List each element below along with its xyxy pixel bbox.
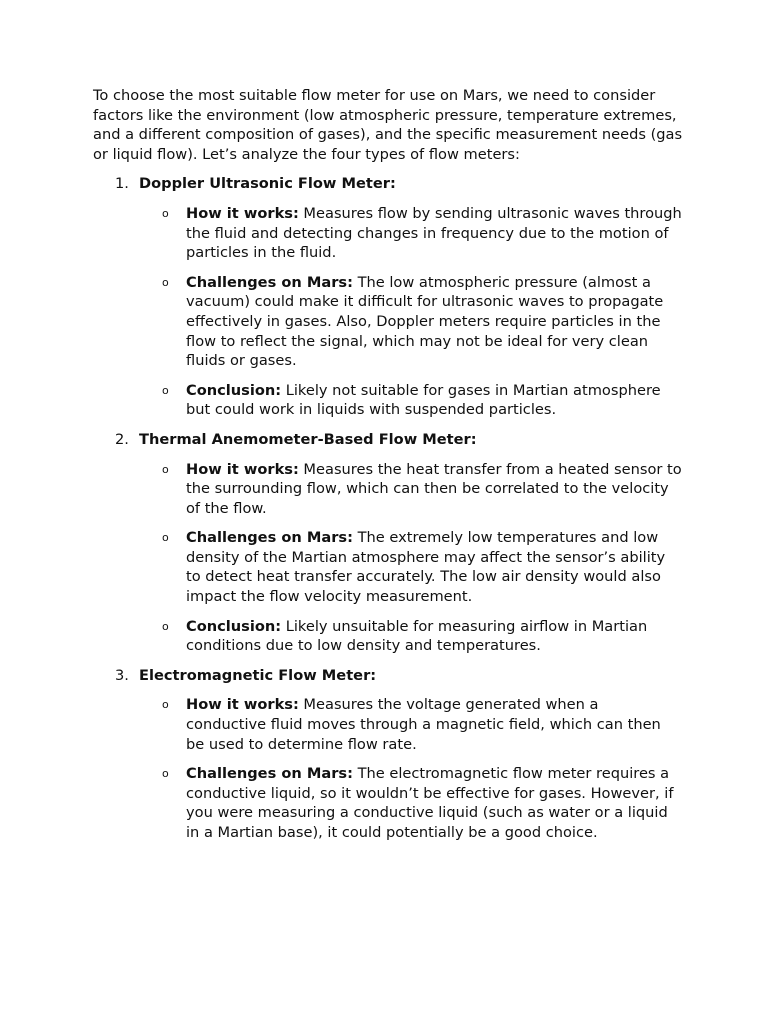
bullet-circle-icon: o (162, 767, 169, 781)
bullet-list (93, 204, 683, 420)
flow-meter-section-1 (93, 174, 683, 420)
bullet-text: Measures the voltage generated when a conductive fluid moves through a magnetic field, which can then be used to determine flow rate. (186, 696, 661, 753)
section-title: Electromagnetic Flow Meter: (139, 666, 377, 684)
bullet-item (93, 381, 683, 420)
bullet-label: Conclusion: (186, 617, 282, 635)
flow-meter-section-3 (93, 666, 683, 843)
bullet-text: Measures the heat transfer from a heated sensor to the surrounding flow, which can then be correlated to the velocity of the flow. (186, 460, 682, 517)
bullet-item (93, 764, 683, 842)
bullet-text: Likely not suitable for gases in Martian atmosphere but could work in liquids with suspended particles. (186, 381, 661, 419)
bullet-label: Challenges on Mars: (186, 765, 353, 783)
bullet-text: The low atmospheric pressure (almost a vacuum) could make it difficult for ultrasonic waves to propagate effectively in gases. Also, Doppler meters require particles in the flow to reflect the signal, which may not be ideal for very clean fluids or gases. (186, 273, 664, 370)
section-heading (93, 430, 683, 450)
bullet-circle-icon: o (162, 619, 169, 633)
bullet-text: Likely unsuitable for measuring airflow in Martian conditions due to low density and temperatures. (186, 617, 648, 655)
bullet-label: How it works: (186, 696, 299, 714)
bullet-label: How it works: (186, 204, 299, 222)
section-heading (93, 666, 683, 686)
document-page (93, 86, 683, 853)
bullet-text: Measures flow by sending ultrasonic waves through the fluid and detecting changes in frequency due to the motion of particles in the fluid. (186, 204, 682, 262)
flow-meter-section-2 (93, 430, 683, 656)
bullet-circle-icon: o (162, 275, 169, 289)
bullet-item (93, 528, 683, 606)
section-title: Doppler Ultrasonic Flow Meter: (139, 175, 396, 193)
section-number: 2. (115, 430, 129, 448)
bullet-circle-icon: o (162, 383, 169, 397)
bullet-text: The electromagnetic flow meter requires a conductive liquid, so it wouldn’t be effective for gases. However, if you were measuring a conductive liquid (such as water or a liquid in a Martian base), it could potentially be a good choice. (186, 765, 674, 841)
bullet-text: The extremely low temperatures and low density of the Martian atmosphere may affect the sensor’s ability to detect heat transfer accurately. The low air density would also impact the flow velocity measurement. (186, 529, 666, 606)
bullet-label: Challenges on Mars: (186, 529, 353, 547)
bullet-circle-icon: o (162, 206, 169, 220)
bullet-item (93, 617, 683, 656)
bullet-label: Challenges on Mars: (186, 273, 353, 291)
intro-paragraph: To choose the most suitable flow meter for use on Mars, we need to consider factors like the environment (low atmospheric pressure, temperature extremes, and a different composition of gases), and the specific measurement needs (gas or liquid flow). Let’s analyze the four types of flow meters: (93, 87, 683, 163)
bullet-circle-icon: o (162, 462, 169, 476)
bullet-label: Conclusion: (186, 381, 282, 399)
bullet-label: How it works: (186, 460, 299, 478)
bullet-list (93, 460, 683, 656)
section-number: 1. (115, 175, 129, 193)
section-title: Thermal Anemometer-Based Flow Meter: (139, 430, 477, 448)
section-heading (93, 174, 683, 194)
bullet-item (93, 204, 683, 263)
bullet-item (93, 695, 683, 754)
bullet-circle-icon: o (162, 531, 169, 545)
bullet-item (93, 273, 683, 371)
bullet-list (93, 695, 683, 842)
bullet-circle-icon: o (162, 698, 169, 712)
section-number: 3. (115, 666, 129, 684)
bullet-item (93, 460, 683, 519)
